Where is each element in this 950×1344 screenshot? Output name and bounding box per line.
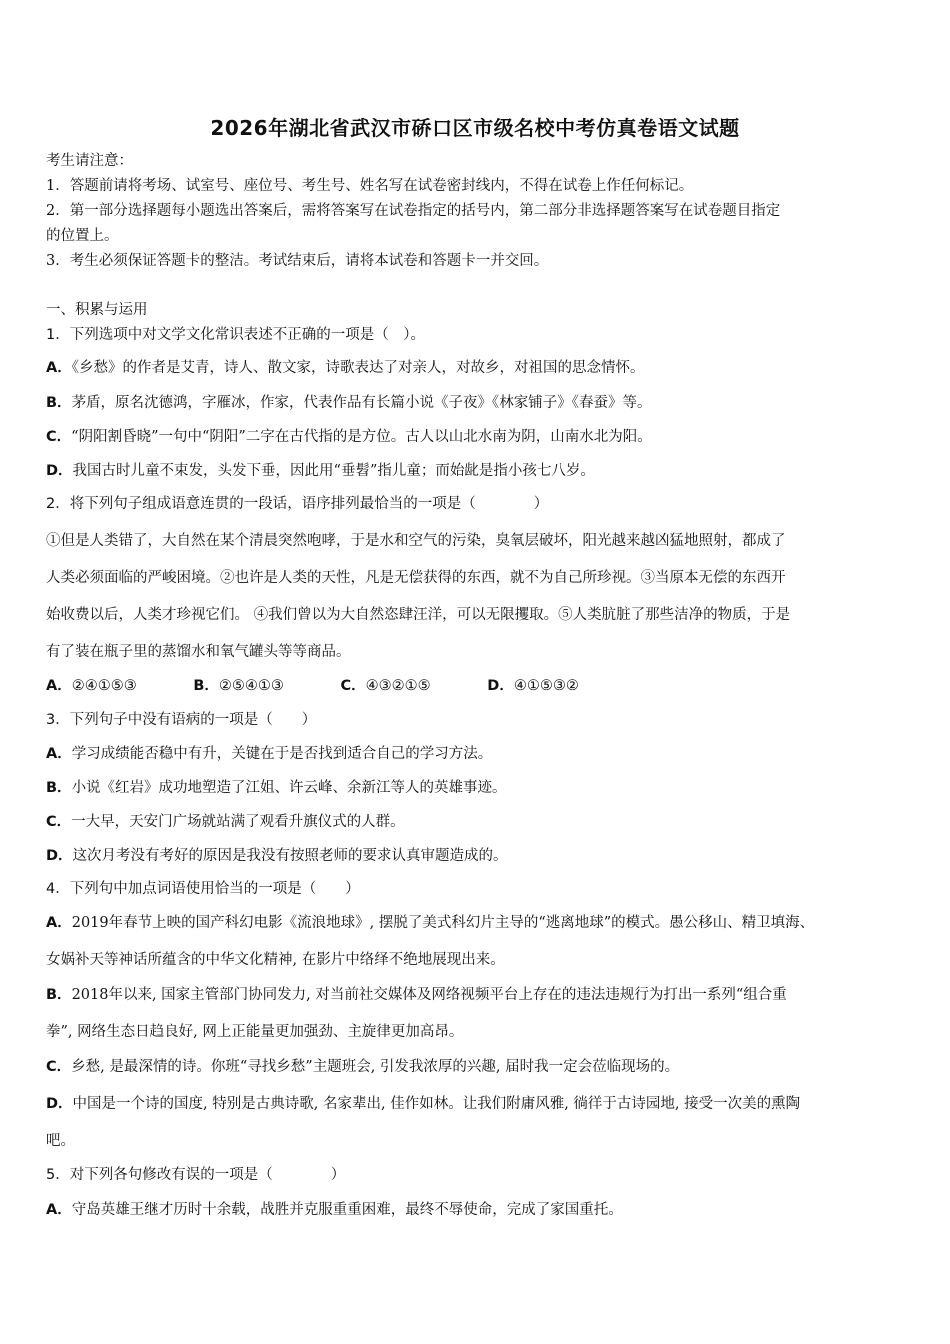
option-label: C． (46, 429, 72, 445)
question-text: 下列句子中没有语病的一项是（ ） (69, 712, 317, 728)
q2-passage-line: 人类必须面临的严峻困境。②也许是人类的天性，凡是无偿获得的东西，就不为自己所珍视。③当原本无偿的东西开 (46, 570, 786, 586)
option-label: A． (46, 360, 72, 376)
q3-option-c: C．一大早，天安门广场就站满了观看升旗仪式的人群。 (46, 814, 405, 830)
question-text: 下列选项中对文学文化常识表述不正确的一项是（ ）。 (69, 327, 425, 343)
question-1-stem (46, 325, 914, 345)
document-title: 2026年湖北省武汉市硚口区市级名校中考仿真卷语文试题 (210, 116, 740, 140)
question-number: 4． (46, 881, 70, 897)
section-heading: 一、积累与运用 (46, 302, 148, 318)
notice-item-3: 3．考生必须保证答题卡的整洁。考试结束后，请将本试卷和答题卡一并交回。 (46, 253, 549, 269)
q1-option-a (46, 358, 914, 378)
question-number: 1． (46, 327, 70, 343)
q1-option-b (46, 393, 914, 413)
q4-option-d: D．中国是一个诗的国度, 特别是古典诗歌, 名家辈出, 佳作如林。让我们附庸风雅, 徜徉于古诗园地, 接受一次美的熏陶 (46, 1096, 801, 1112)
question-text: 对下列各句修改有误的一项是（ ） (69, 1167, 346, 1183)
question-number: 2． (46, 496, 70, 512)
q2-passage-line: 始收费以后，人类才珍视它们。 ④我们曾以为大自然恣肆汪洋，可以无限攫取。⑤人类肮脏了那些洁净的物质，于是 (46, 607, 791, 623)
q3-option-d: D．这次月考没有考好的原因是我没有按照老师的要求认真审题造成的。 (46, 848, 508, 864)
notice-item-2: 2．第一部分选择题每小题选出答案后，需将答案写在试卷指定的括号内，第二部分非选择题答案写在试卷题目指定 (46, 203, 781, 219)
option-text: 我国古时儿童不束发，头发下垂，因此用“垂髫”指儿童；而始龀是指小孩七八岁。 (72, 463, 595, 479)
option-text: 《乡愁》的作者是艾青，诗人、散文家，诗歌表达了对亲人，对故乡，对祖国的思念情怀。 (71, 360, 645, 376)
q1-option-d (46, 461, 914, 481)
option-text: “阴阳割昏晓”一句中“阴阳”二字在古代指的是方位。古人以山北水南为阴，山南水北为阳。 (71, 429, 652, 445)
notice-heading: 考生请注意： (46, 153, 133, 169)
q4-option-a-cont: 女娲补天等神话所蕴含的中华文化精神, 在影片中络绎不绝地展现出来。 (46, 952, 505, 968)
question-text: 下列句中加点词语使用恰当的一项是（ ） (69, 881, 360, 897)
notice-item-2-cont: 的位置上。 (46, 228, 119, 244)
q4-option-b-cont: 拳”, 网络生态日趋良好, 网上正能量更加强劲、主旋律更加高昂。 (46, 1024, 464, 1040)
option-label: D． (46, 463, 73, 479)
question-number: 3． (46, 712, 70, 728)
q4-option-d-cont: 吧。 (46, 1133, 75, 1149)
question-4-stem (46, 879, 914, 899)
q2-passage-line: 有了装在瓶子里的蒸馏水和氧气罐头等等商品。 (46, 644, 351, 660)
notice-item-1: 1．答题前请将考场、试室号、座位号、考生号、姓名写在试卷密封线内，不得在试卷上作任何标记。 (46, 178, 694, 194)
q4-option-c: C．乡愁, 是最深情的诗。你班“寻找乡愁”主题班会, 引发我浓厚的兴趣, 届时我一定会莅临现场的。 (46, 1059, 680, 1075)
q3-option-b: B．小说《红岩》成功地塑造了江姐、许云峰、余新江等人的英雄事迹。 (46, 780, 507, 796)
question-3-stem (46, 710, 914, 730)
question-5-stem (46, 1165, 914, 1185)
q1-option-c (46, 427, 914, 447)
q5-option-a: A．守岛英雄王继才历时十余载，战胜并克服重重困难，最终不辱使命，完成了家国重托。 (46, 1202, 623, 1218)
q2-option-a: A．②④①⑤③ (46, 678, 137, 694)
option-label: B． (46, 395, 72, 411)
q2-option-b: B．②⑤④①③ (193, 678, 284, 694)
q3-option-a: A．学习成绩能否稳中有升，关键在于是否找到适合自己的学习方法。 (46, 746, 493, 762)
question-number: 5． (46, 1167, 70, 1183)
question-2-stem (46, 494, 914, 514)
q2-option-c: C．④③②①⑤ (340, 678, 431, 694)
q2-passage-line: ①但是人类错了，大自然在某个清晨突然咆哮，于是水和空气的污染，臭氧层破坏，阳光越来越凶猛地照射，都成了 (46, 533, 786, 549)
question-text: 将下列句子组成语意连贯的一段话，语序排列最恰当的一项是（ ） (69, 496, 549, 512)
q2-options (46, 676, 631, 696)
option-text: 茅盾，原名沈德鸿，字雁冰，作家，代表作品有长篇小说《子夜》《林家铺子》《春蚕》等。 (71, 395, 652, 411)
q4-option-a: A．2019年春节上映的国产科幻电影《流浪地球》, 摆脱了美式科幻片主导的“逃离地球”的模式。愚公移山、精卫填海、 (46, 915, 815, 931)
q4-option-b: B．2018年以来, 国家主管部门协同发力, 对当前社交媒体及网络视频平台上存在的违法违规行为打出一系列“组合重 (46, 987, 787, 1003)
q2-option-d: D．④①⑤③② (487, 678, 579, 694)
